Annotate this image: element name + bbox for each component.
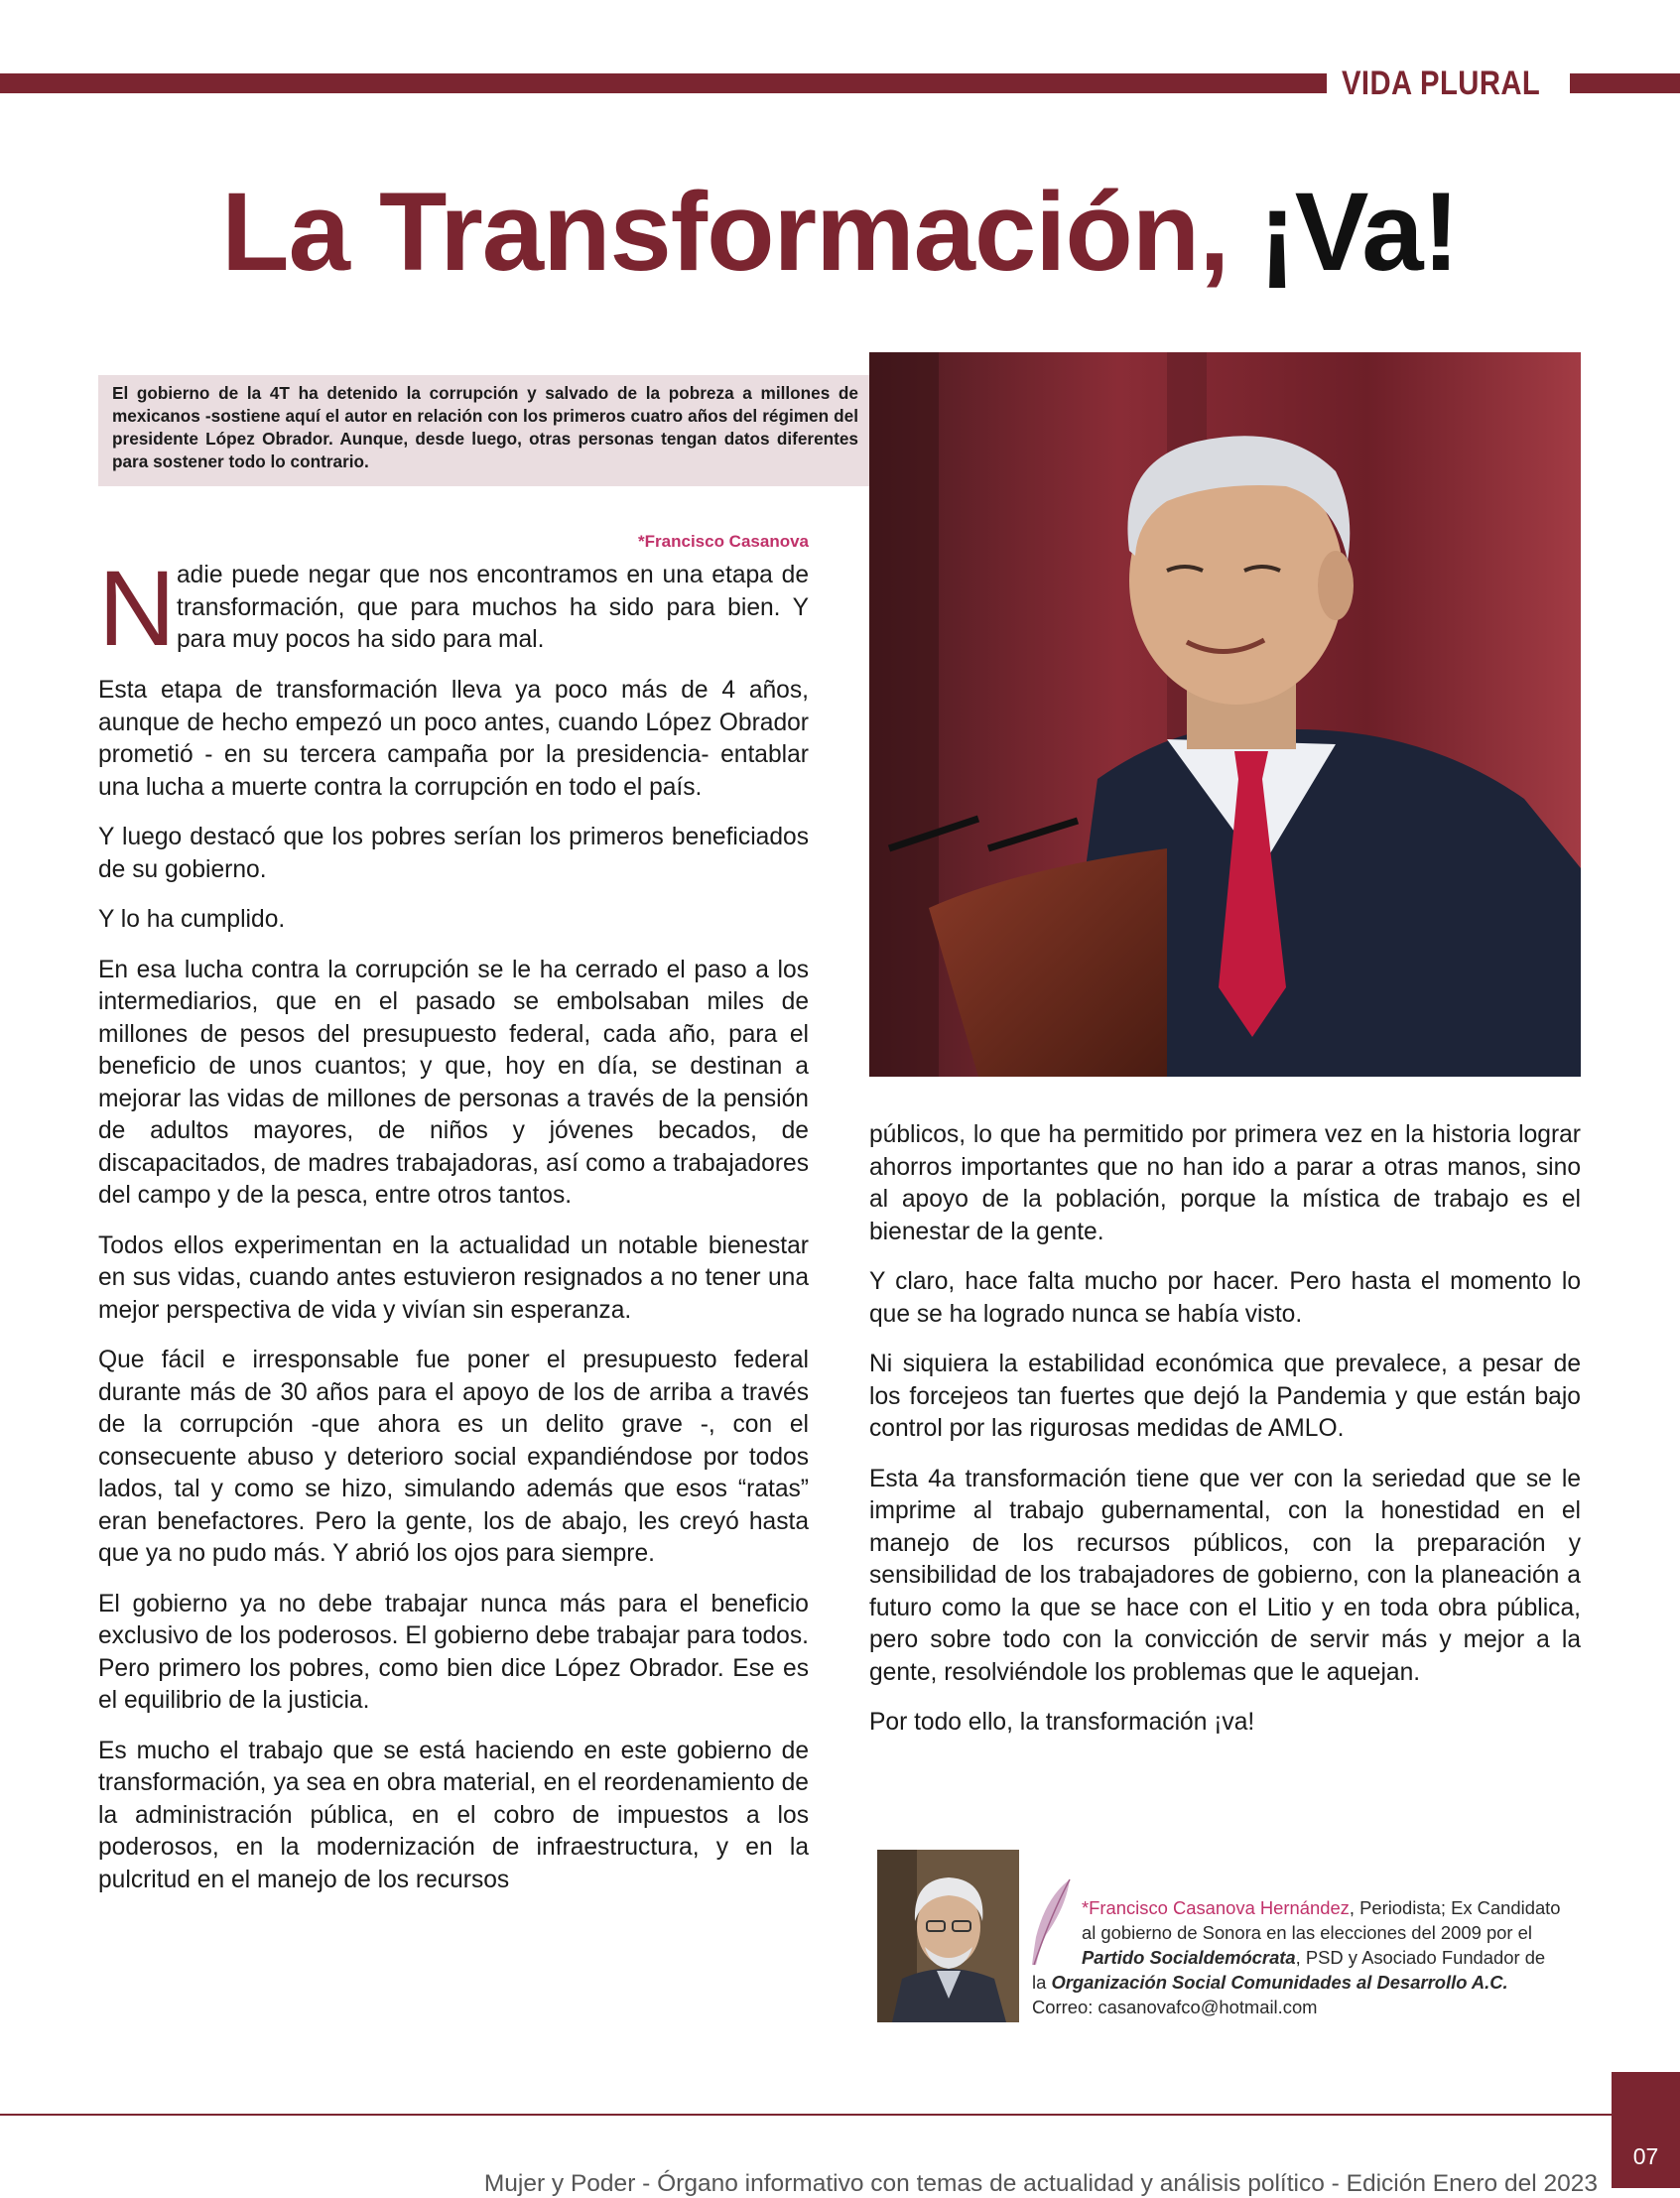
lead-text: El gobierno de la 4T ha detenido la corrupción y salvado de la pobreza a millones de mexicanos -sostiene aquí el autor en relación con los primeros cuatro años del régimen del presidente López Obrador. Aunque, desde luego, otras personas tengan datos diferentes para sostener todo lo contrario.: [112, 383, 858, 471]
paragraph: Todos ellos experimentan en la actualidad un notable bienestar en sus vidas, cuando antes estuvieron resignados a no tener una mejor perspectiva de vida y vivían sin esperanza.: [98, 1231, 809, 1324]
title-accent: ¡Va!: [1258, 170, 1459, 294]
author-portrait: [877, 1850, 1019, 2022]
author-photo: [877, 1850, 1019, 2022]
left-column: [98, 675, 809, 1914]
president-photo-illustration: [869, 352, 1581, 1077]
author-bio: [1032, 1895, 1581, 2019]
paragraph: Y luego destacó que los pobres serían los primeros beneficiados de su gobierno.: [98, 824, 809, 883]
footer-rule: [0, 2114, 1612, 2116]
bio-org: Organización Social Comunidades al Desarrollo A.C.: [1051, 1972, 1508, 1993]
paragraph: El gobierno ya no debe trabajar nunca más para el beneficio exclusivo de los poderosos. El gobierno debe trabajar para todos. Pero primero los pobres, como bien dice López Obrador. Ese es el equilibrio de la justicia.: [98, 1590, 809, 1714]
paragraph: Y claro, hace falta mucho por hacer. Pero hasta el momento lo que se ha logrado nunca se había visto.: [869, 1268, 1581, 1328]
footer-text: Mujer y Poder - Órgano informativo con temas de actualidad y análisis político - Edición Enero del 2023: [483, 2170, 1598, 2197]
bio-line-1: [1032, 1895, 1581, 1920]
intro-paragraph: adie puede negar que nos encontramos en una etapa de transformación, que para muchos ha sido para bien. Y para muy pocos ha sido para mal.: [177, 562, 809, 653]
right-column: [869, 1119, 1581, 1757]
paragraph: Esta 4a transformación tiene que ver con la seriedad que se le imprime al trabajo gubernamental, con la honestidad en el manejo de los recursos públicos, con la preparación y sensibilidad de los trabajadores de gobierno, con la planeación a futuro como la que se hace con el Litio y en toda obra pública, pero sobre todo con la convicción de servir más y mejor a la gente, resolviéndole los problemas que le aquejan.: [869, 1465, 1581, 1686]
article-title: [0, 163, 1680, 302]
bio-line-4: [1032, 1970, 1581, 1995]
paragraph: Que fácil e irresponsable fue poner el presupuesto federal durante más de 30 años para el apoyo de los de arriba a través de la corrupción -que ahora es un delito grave -, con el consecuente abuso y deterioro social expandiéndose por todos lados, tal y como se hizo, simulando además que esos “ratas” eran benefactores. Pero la gente, los de abajo, les creyó hasta que ya no pudo más. Y abrió los ojos para siempre.: [98, 1347, 809, 1567]
drop-cap: N: [98, 548, 176, 668]
paragraph: Ni siquiera la estabilidad económica que prevalece, a pesar de los forcejeos tan fuertes que dejó la Pandemia y que están bajo control por las rigurosas medidas de AMLO.: [869, 1351, 1581, 1442]
bio-line-4-prefix: la: [1032, 1972, 1052, 1993]
bio-line-2: al gobierno de Sonora en las elecciones del 2009 por el: [1082, 1922, 1532, 1943]
bio-email: Correo: casanovafco@hotmail.com: [1032, 1997, 1318, 2017]
paragraph: Y lo ha cumplido.: [98, 906, 286, 933]
byline: *Francisco Casanova: [638, 532, 809, 551]
paragraph: públicos, lo que ha permitido por primera vez en la historia lograr ahorros importantes que no han ido a parar a otras manos, sino al apoyo de la población, porque la mística de trabajo es el bienestar de la gente.: [869, 1121, 1581, 1245]
bio-line-3: [1032, 1945, 1581, 1970]
paragraph: Esta etapa de transformación lleva ya poco más de 4 años, aunque de hecho empezó un poco antes, cuando López Obrador prometió - en su tercera campaña por la presidencia- entablar una lucha a muerte contra la corrupción en todo el país.: [98, 677, 809, 801]
page-number: 07: [1632, 2143, 1659, 2169]
bio-line-3-rest: , PSD y Asociado Fundador de: [1295, 1947, 1546, 1968]
paragraph: Por todo ello, la transformación ¡va!: [869, 1709, 1255, 1736]
bio-name: *Francisco Casanova Hernández: [1082, 1897, 1350, 1918]
article-photo: [869, 352, 1581, 1077]
title-main: La Transformación,: [221, 170, 1229, 294]
paragraph: Es mucho el trabajo que se está haciendo en este gobierno de transformación, ya sea en obra material, en el reordenamiento de la administración pública, en el cobro de impuestos a los poderosos, en la modernización de infraestructura, y en la pulcritud en el manejo de los recursos: [98, 1737, 809, 1893]
header-rule-left: [0, 73, 1327, 93]
lead-box: [98, 375, 870, 486]
section-label: VIDA PLURAL: [1342, 65, 1541, 102]
bio-party: Partido Socialdemócrata: [1082, 1947, 1296, 1968]
paragraph: En esa lucha contra la corrupción se le ha cerrado el paso a los intermediarios, que en el pasado se embolsaban miles de millones de pesos del presupuesto federal, cada año, para el beneficio de unos cuantos; y que, hoy en día, se destinan a mejorar las vidas de millones de personas a través de la pensión de adultos mayores, de niños y jóvenes becados, de discapacitados, de madres trabajadoras, así como a trabajadores del campo y de la pesca, entre otros tantos.: [98, 956, 809, 1209]
bio-line-1-rest: , Periodista; Ex Candidato: [1349, 1897, 1561, 1918]
header-rule-right: [1570, 73, 1680, 93]
page-number-box: [1612, 2072, 1680, 2188]
